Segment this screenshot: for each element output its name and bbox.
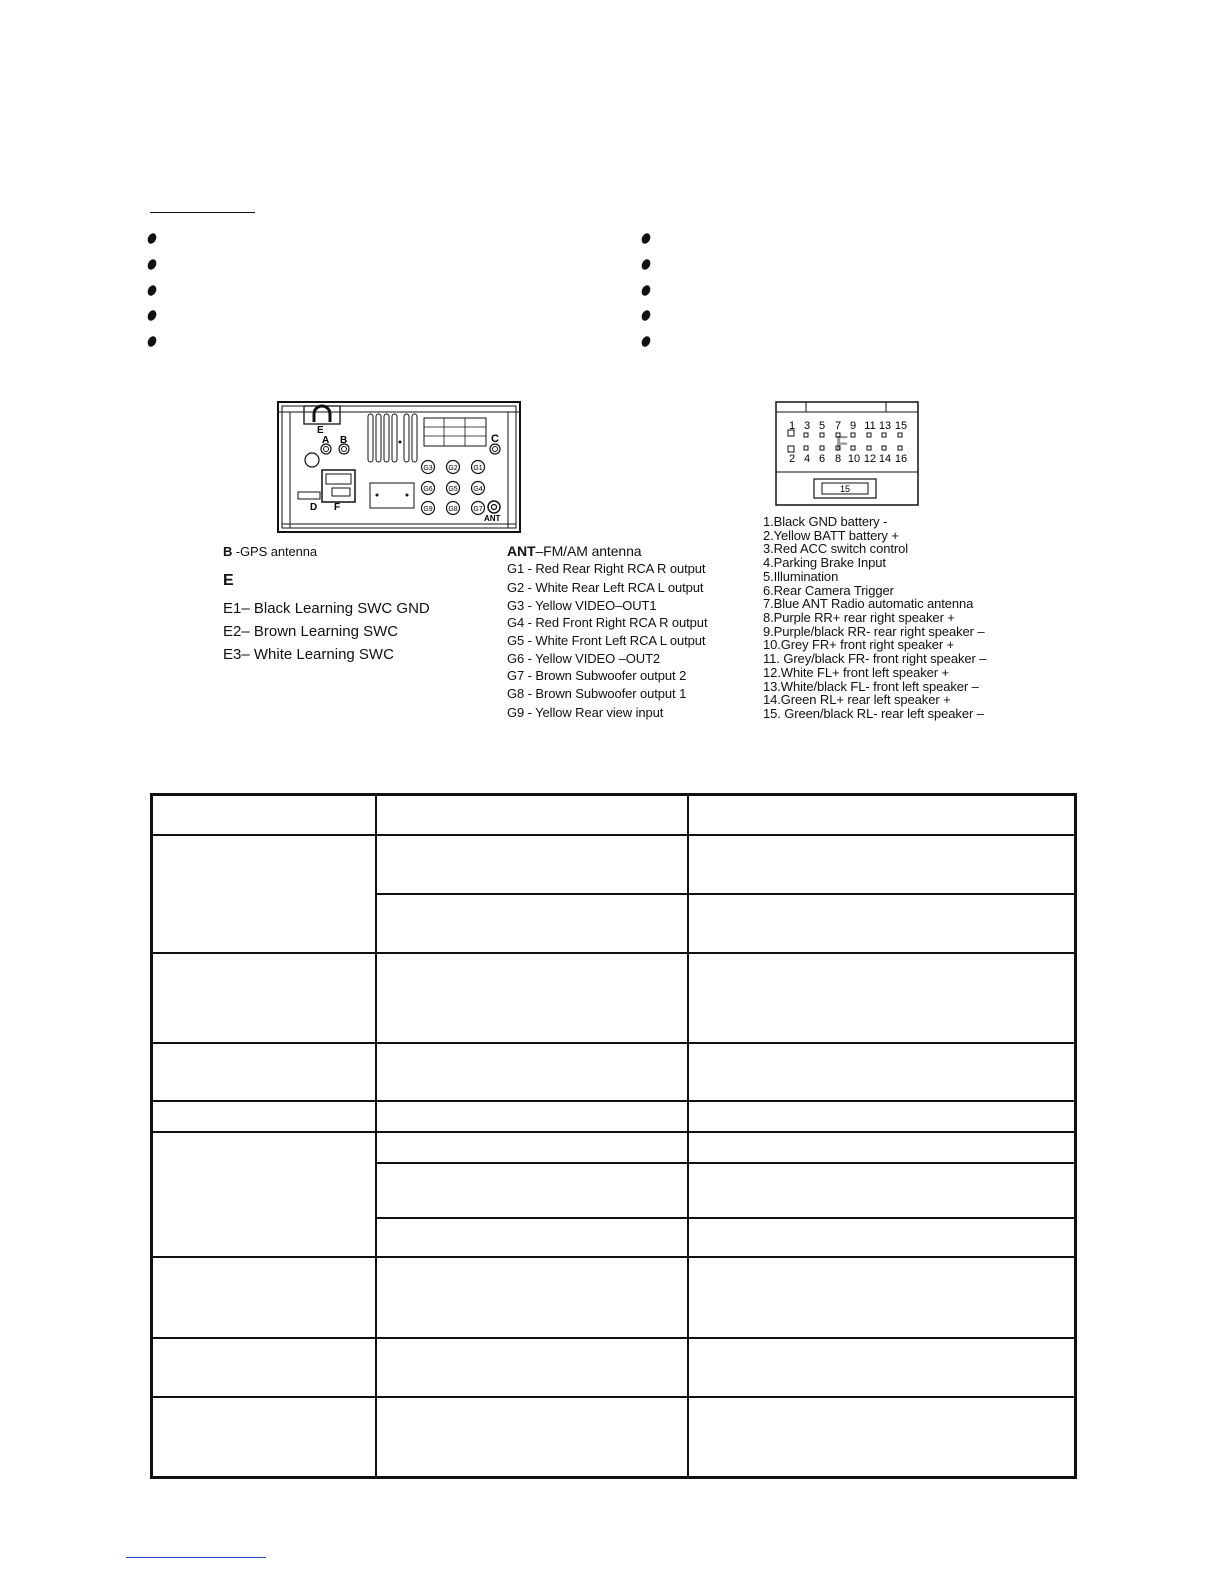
pin-list-item: 9.Purple/black RR- rear right speaker – [763, 624, 985, 639]
pin-list-item: 2.Yellow BATT battery + [763, 528, 899, 543]
pin-list-item: 7.Blue ANT Radio automatic antenna [763, 596, 974, 611]
list-bullet [146, 232, 158, 245]
legend-e-heading: E [223, 572, 234, 589]
table-header-cell [376, 795, 688, 835]
table-cell [376, 835, 688, 894]
rca-label-g4: G4 [473, 486, 483, 493]
pin-number: 4 [803, 453, 811, 465]
table-cell [688, 953, 1076, 1043]
list-bullet [640, 284, 652, 297]
pin-list-item: 14.Green RL+ rear left speaker + [763, 692, 951, 707]
pin-list-item: 15. Green/black RL- rear left speaker – [763, 706, 984, 721]
connector-letter: F [835, 433, 849, 455]
pin-number: 10 [847, 453, 861, 465]
port-label-d: D [310, 502, 318, 513]
legend-e1: E1– Black Learning SWC GND [223, 600, 430, 617]
list-bullet [640, 335, 652, 348]
legend-ant-key: ANT [507, 543, 536, 559]
legend-b-key: B [223, 544, 233, 559]
table-cell [376, 1257, 688, 1338]
legend-ant [507, 543, 641, 559]
legend-g3: G3 - Yellow VIDEO–OUT1 [507, 598, 657, 613]
rca-label-g5: G5 [448, 486, 458, 493]
pin-number: 5 [818, 420, 826, 432]
legend-g8: G8 - Brown Subwoofer output 1 [507, 686, 687, 701]
port-label-b: B [340, 435, 348, 446]
port-label-e: E [317, 425, 324, 436]
legend-g6: G6 - Yellow VIDEO –OUT2 [507, 651, 661, 666]
specification-table [150, 793, 1077, 1479]
rca-label-g3: G3 [423, 465, 433, 472]
table-header-cell [688, 795, 1076, 835]
table-cell [152, 835, 376, 953]
pin-list-item: 8.Purple RR+ rear right speaker + [763, 610, 955, 625]
port-label-c: C [491, 433, 499, 445]
legend-e3: E3– White Learning SWC [223, 646, 394, 663]
table-cell [376, 894, 688, 953]
list-bullet [146, 258, 158, 271]
table-cell [688, 1338, 1076, 1397]
rca-label-g6: G6 [423, 486, 433, 493]
rca-label-g2: G2 [448, 465, 458, 472]
list-bullet [640, 232, 652, 245]
pin-number: 15 [894, 420, 908, 432]
pin-list-item: 6.Rear Camera Trigger [763, 583, 894, 598]
table-cell [152, 953, 376, 1043]
port-label-ant: ANT [484, 514, 501, 523]
rca-label-g1: G1 [473, 465, 483, 472]
pin-list-item: 11. Grey/black FR- front right speaker – [763, 651, 987, 666]
rca-label-g8: G8 [448, 506, 458, 513]
table-cell [688, 835, 1076, 894]
list-bullet [146, 335, 158, 348]
port-label-f: F [334, 502, 341, 513]
legend-g5: G5 - White Front Left RCA L output [507, 633, 706, 648]
table-cell [376, 1397, 688, 1478]
pin-number: 2 [788, 453, 796, 465]
pin-list-item: 10.Grey FR+ front right speaker + [763, 637, 955, 652]
pin-list-item: 5.Illumination [763, 569, 839, 584]
pin-number: 3 [803, 420, 811, 432]
pin-number: 13 [878, 420, 892, 432]
connector-f-diagram [774, 400, 920, 508]
table-header-cell [152, 795, 376, 835]
rca-label-g7: G7 [473, 506, 483, 513]
pin-number: 6 [818, 453, 826, 465]
table-cell [152, 1101, 376, 1132]
table-cell [376, 1218, 688, 1257]
legend-g9: G9 - Yellow Rear view input [507, 705, 664, 720]
table-cell [152, 1397, 376, 1478]
footer-link-underline [126, 1557, 266, 1558]
rca-label-g9: G9 [423, 506, 433, 513]
table-cell [152, 1257, 376, 1338]
pin-number: 14 [878, 453, 892, 465]
legend-g1: G1 - Red Rear Right RCA R output [507, 561, 706, 576]
legend-g2: G2 - White Rear Left RCA L output [507, 580, 704, 595]
table-cell [376, 1338, 688, 1397]
pin-list-item: 4.Parking Brake Input [763, 555, 886, 570]
legend-b-text: -GPS antenna [232, 544, 317, 559]
pin-number: 1 [788, 420, 796, 432]
table-cell [688, 1101, 1076, 1132]
pin-list-item: 13.White/black FL- front left speaker – [763, 679, 979, 694]
pin-number: 12 [863, 453, 877, 465]
legend-e2: E2– Brown Learning SWC [223, 623, 399, 640]
pin-number: 9 [849, 420, 857, 432]
table-cell [376, 1163, 688, 1218]
table-cell [152, 1043, 376, 1101]
table-cell [376, 953, 688, 1043]
list-bullet [640, 258, 652, 271]
legend-g7: G7 - Brown Subwoofer output 2 [507, 668, 687, 683]
pin-list-item: 1.Black GND battery - [763, 514, 888, 529]
table-cell [688, 1132, 1076, 1163]
latch-label: 15 [839, 484, 851, 494]
table-cell [688, 894, 1076, 953]
pin-number: 11 [864, 420, 876, 432]
pin-list-item: 12.White FL+ front left speaker + [763, 665, 950, 680]
table-cell [376, 1101, 688, 1132]
table-cell [376, 1132, 688, 1163]
port-label-a: A [322, 435, 330, 446]
legend-b [223, 544, 317, 559]
table-cell [376, 1043, 688, 1101]
pin-number: 16 [894, 453, 908, 465]
pin-number: 7 [834, 420, 842, 432]
table-cell [688, 1163, 1076, 1218]
list-bullet [640, 309, 652, 322]
table-cell [152, 1132, 376, 1257]
table-cell [688, 1043, 1076, 1101]
table-cell [688, 1218, 1076, 1257]
table-cell [152, 1338, 376, 1397]
pin-number: 8 [834, 453, 842, 465]
legend-g4: G4 - Red Front Right RCA R output [507, 615, 708, 630]
section-heading-underline [150, 212, 255, 213]
table-cell [688, 1397, 1076, 1478]
pin-list-item: 3.Red ACC switch control [763, 541, 908, 556]
table-cell [688, 1257, 1076, 1338]
list-bullet [146, 284, 158, 297]
list-bullet [146, 309, 158, 322]
rear-panel-diagram [276, 400, 522, 536]
legend-ant-text: –FM/AM antenna [535, 543, 642, 559]
